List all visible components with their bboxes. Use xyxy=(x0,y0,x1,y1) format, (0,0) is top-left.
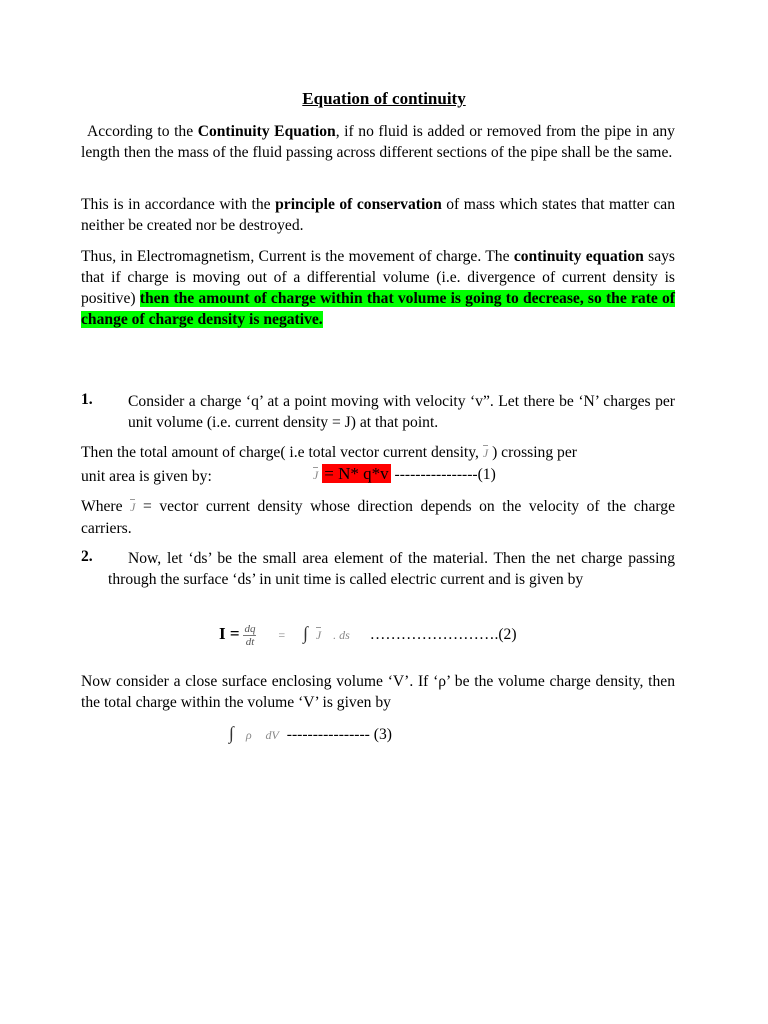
text: Now, let ‘ds’ be the small area element of the material. Then the net charge passing through the surface ‘ds’ in unit time is called electric current and is given by xyxy=(108,550,675,588)
text: , if no fluid is added or removed from the pipe in any length then the mass of the fluid passing across different sections of the pipe shall be the same. xyxy=(81,123,675,161)
vector-symbol: J xyxy=(313,468,319,482)
equation-number: ---------------- (3) xyxy=(286,726,392,743)
text: = vector current density whose direction depends on the velocity of the charge carriers. xyxy=(81,498,676,537)
equation-1 xyxy=(313,464,496,484)
equation-2 xyxy=(219,623,517,648)
highlighted-equation: = N* q*v xyxy=(324,464,389,483)
current-symbol: I = xyxy=(219,624,240,644)
equation-number: …………………….(2) xyxy=(369,626,517,644)
text: Then the total amount of charge( i.e total vector current density, xyxy=(81,444,483,461)
integral-sign: ∫ xyxy=(229,723,234,743)
paragraph-total-charge-line2: unit area is given by: xyxy=(81,468,212,485)
rho-symbol: ρ xyxy=(245,728,252,742)
text: says that if charge is moving out of a differential volume (i.e. divergence of current density is positive) xyxy=(81,248,675,307)
vector-symbol: J xyxy=(482,446,489,460)
list-number-2: 2. xyxy=(81,548,93,565)
vector-symbol: J xyxy=(130,500,136,514)
highlighted-statement: then the amount of charge within that volume is going to decrease, so the rate of change of charge density is negative. xyxy=(81,290,675,328)
paragraph-total-charge xyxy=(81,442,675,464)
volume-element: dV xyxy=(265,728,279,742)
equals-sign: = xyxy=(278,628,286,643)
equation-3 xyxy=(229,723,392,744)
text: According to the xyxy=(87,123,198,140)
area-element: . ds xyxy=(333,628,350,643)
numerator: dq xyxy=(244,623,256,635)
list-item-1: Consider a charge ‘q’ at a point moving with velocity ‘v”. Let there be ‘N’ charges per unit volume (i.e. current density = J) at that point. xyxy=(128,393,675,431)
bold-term: principle of conservation xyxy=(275,196,442,213)
text: ) crossing per xyxy=(492,444,577,461)
bold-term: continuity equation xyxy=(513,248,644,265)
text: Thus, in Electromagnetism, Current is the movement of charge. The xyxy=(81,248,514,265)
paragraph-electromagnetism xyxy=(81,246,675,330)
list-number-1: 1. xyxy=(81,391,93,408)
list-item-2 xyxy=(108,548,675,590)
paragraph-conservation xyxy=(81,194,675,236)
bold-term: Continuity Equation xyxy=(197,123,336,140)
text: This is in accordance with the xyxy=(81,196,276,213)
equation-number: ----------------(1) xyxy=(390,466,496,483)
text: of mass which states that matter can neither be created nor be destroyed. xyxy=(81,196,676,234)
integral-sign: ∫ xyxy=(303,623,308,644)
paragraph-continuity-definition xyxy=(81,121,675,163)
fraction-dq-dt xyxy=(243,623,256,648)
paragraph-volume-charge: Now consider a close surface enclosing volume ‘V’. If ‘ρ’ be the volume charge density, then the total charge within the volume ‘V’ is given by xyxy=(81,673,675,711)
text: Where xyxy=(81,498,131,515)
denominator: dt xyxy=(245,636,255,648)
paragraph-where xyxy=(81,496,675,539)
vector-symbol: J xyxy=(315,628,322,643)
page-title: Equation of continuity xyxy=(302,89,466,108)
